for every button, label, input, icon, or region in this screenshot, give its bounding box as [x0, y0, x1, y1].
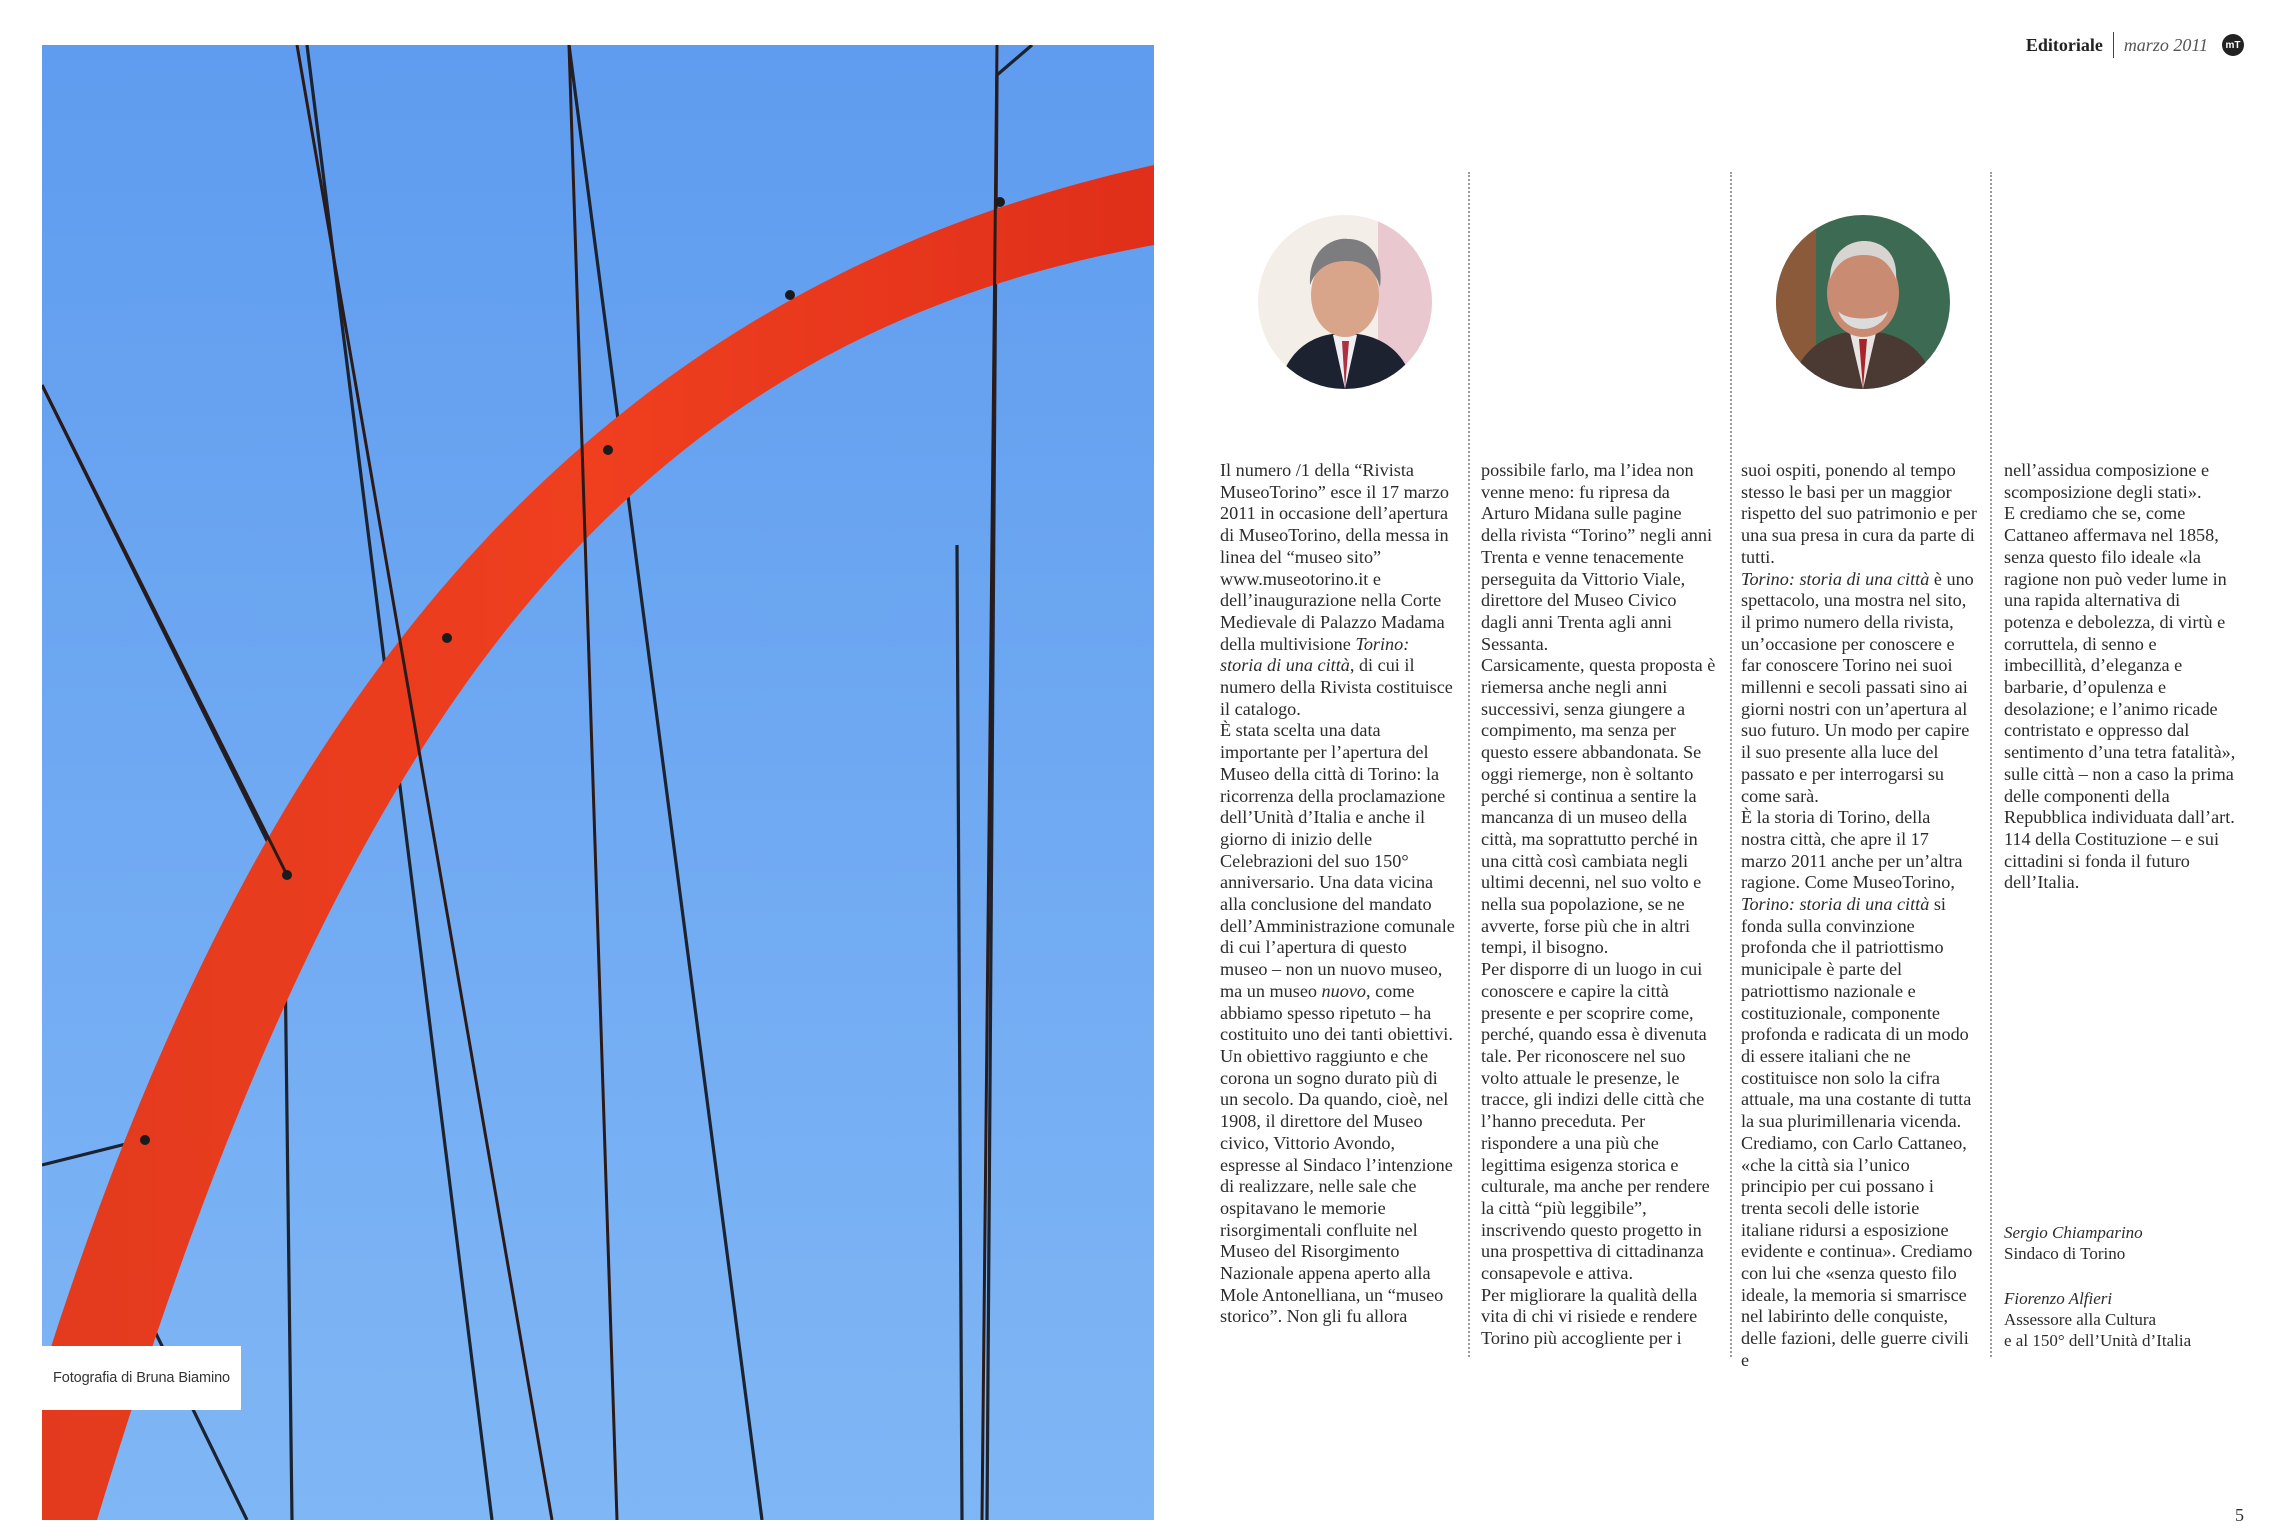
text-run: Per disporre di un luogo in cui conoscere e capire la città presente e per scoprire come, perché, quando essa è divenuta tale. Per riconoscere nel suo volto attuale le presenze, le tracce, gli indizi delle città che l’hanno preceduta. Per rispondere a una più che legittima esigenza storica e culturale, ma anche per rendere la città “più leggibile”, inscrivendo questo progetto in una prospettiva di cittadinanza consapevole e attiva. — [1481, 959, 1710, 1284]
museotorino-logo-icon: mT — [2222, 34, 2244, 56]
portrait-sergio-chiamparino — [1258, 215, 1432, 389]
column-divider — [1990, 172, 1992, 1357]
italic-title: Torino: storia di una città — [1741, 568, 1930, 589]
issue-date: marzo 2011 — [2123, 34, 2208, 55]
paragraph — [1481, 655, 1717, 959]
text-run: si fonda sulla convinzione profonda che il patriottismo municipale è parte del patriottismo nazionale e costituzionale, componente profonda e radicata di un modo di essere italiani che ne costituisce non solo la cifra attuale, ma una costante di tutta la sua plurimillenaria vicenda. Crediamo, con Carlo Cattaneo, «che la città sia l’unico principio per cui possano i trenta secoli delle istorie italiane ridursi a esposizione evidente e continua». Crediamo con lui che «senza questo filo ideale, la memoria si smarrisce nel labirinto delle conquiste, delle fazioni, delle guerre civili e — [1741, 894, 1973, 1370]
paragraph — [1741, 807, 1977, 1371]
text-run: E crediamo che se, come Cattaneo affermava nel 1858, senza questo filo ideale «la ragione non può veder lume in una rapida alternativa di potenza e debolezza, di virtù e corruttela, di senno e imbecillità, d’eleganza e barbarie, d’opulenza e desolazione; e l’animo ricade contristato e oppresso dal sentimento d’una tetra fatalità», sulle città – non a caso la prima delle componenti della Repubblica individuata dall’art. 114 della Costituzione – e sui cittadini si fonda il futuro dell’Italia. — [2004, 503, 2236, 893]
text-run: È stata scelta una data importante per l’apertura del Museo della città di Torino: la ricorrenza della proclamazione dell’Unità d’Italia e anche il giorno di inizio delle Celebrazioni del suo 150° anniversario. Una data vicina alla conclusione del mandato dell’Amministrazione comunale di cui l’apertura di questo museo – non un nuovo museo, ma un museo — [1220, 720, 1455, 1001]
signature-block-2 — [2004, 1288, 2244, 1351]
paragraph — [1481, 959, 1717, 1285]
page-header — [2026, 30, 2244, 60]
text-run: possibile farlo, ma l’idea non venne meno: fu ripresa da Arturo Midana sulle pagine della rivista “Torino” negli anni Trenta e venne tenacemente perseguita da Vittorio Viale, direttore del Museo Civico dagli anni Trenta agli anni Sessanta. — [1481, 460, 1713, 654]
signatory-name: Fiorenzo Alfieri — [2004, 1289, 2113, 1308]
text-run: Un obiettivo raggiunto e che corona un sogno durato più di un secolo. Da quando, cioè, nel 1908, il direttore del Museo civico, Vittorio Avondo, espresse al Sindaco l’intenzione di realizzare, nelle sale che ospitavano le memorie risorgimentali confluite nel Museo del Risorgimento Nazionale appena aperto alla Mole Antonelliana, un “museo storico”. Non gli fu allora — [1220, 1045, 1453, 1327]
text-run: Il numero /1 della “Rivista MuseoTorino” esce il 17 marzo 2011 in occasione dell’apertura di MuseoTorino, della messa in linea del “museo sito” www.museotorino.it e dell’inaugurazione nella Corte Medievale di Palazzo Madama della multivisione — [1220, 460, 1450, 654]
text-run: , di cui il numero della Rivista costituisce il catalogo. — [1220, 655, 1453, 719]
paragraph — [1481, 460, 1717, 655]
text-run: suoi ospiti, ponendo al tempo stesso le basi per un maggior rispetto del suo patrimonio e per una sua presa in cura da parte di tutti. — [1741, 460, 1977, 567]
paragraph — [2004, 503, 2240, 894]
text-column-2 — [1481, 460, 1717, 1350]
signatory-role: Assessore alla Cultura — [2004, 1310, 2157, 1329]
page-number: 5 — [2235, 1505, 2244, 1525]
signatory-name: Sergio Chiamparino — [2004, 1223, 2143, 1242]
signatory-role: e al 150° dell’Unità d’Italia — [2004, 1331, 2192, 1350]
cover-photograph — [42, 45, 1154, 1520]
paragraph — [1220, 1046, 1456, 1328]
paragraph — [1481, 1285, 1717, 1350]
text-run: è uno spettacolo, una mostra nel sito, il primo numero della rivista, un’occasione per conoscere e far conoscere Torino nei suoi millenni e secoli passati sino ai giorni nostri con un’apertura al suo futuro. Un modo per capire il suo presente alla luce del passato e per interrogarsi su come sarà. — [1741, 568, 1974, 806]
paragraph — [1741, 569, 1977, 808]
paragraph — [1220, 720, 1456, 1046]
paragraph — [1741, 460, 1977, 569]
paragraph — [1220, 460, 1456, 720]
header-divider — [2113, 32, 2114, 58]
text-run: Carsicamente, questa proposta è riemersa anche negli anni successivi, senza giungere a compimento, ma senza per questo essere abbandonata. Se oggi riemerge, non è soltanto perché si continua a sentire la mancanza di un museo della città, ma soprattutto perché in una città così cambiata negli ultimi decenni, nel suo volto e nella sua popolazione, se ne avverte, forse più che in altri tempi, il bisogno. — [1481, 655, 1716, 958]
column-divider — [1730, 172, 1732, 1357]
text-run: , come abbiamo spesso ripetuto – ha costituito uno dei tanti obiettivi. — [1220, 980, 1453, 1045]
signatory-role: Sindaco di Torino — [2004, 1244, 2126, 1263]
column-divider — [1468, 172, 1470, 1357]
text-column-3 — [1741, 460, 1977, 1372]
section-title: Editoriale — [2025, 34, 2103, 55]
text-column-1 — [1220, 460, 1456, 1328]
text-run: È la storia di Torino, della nostra città, che apre il 17 marzo 2011 anche per un’altra ragione. Come MuseoTorino, — [1741, 807, 1963, 893]
paragraph — [2004, 460, 2240, 503]
red-arch-illustration — [42, 45, 1154, 1520]
portrait-fiorenzo-alfieri — [1776, 215, 1950, 389]
text-run: nell’assidua composizione e scomposizione degli stati». — [2004, 460, 2210, 502]
italic-title: nuovo — [1321, 980, 1366, 1001]
photo-credit: Fotografia di Bruna Biamino — [42, 1346, 241, 1410]
italic-title: Torino: storia di una città — [1741, 894, 1930, 915]
italic-title: Torino: storia di una città — [1220, 633, 1410, 676]
text-column-4 — [2004, 460, 2240, 894]
text-run: Per migliorare la qualità della vita di chi vi risiede e rendere Torino più accogliente per i — [1481, 1284, 1698, 1349]
signature-block-1 — [2004, 1222, 2244, 1264]
